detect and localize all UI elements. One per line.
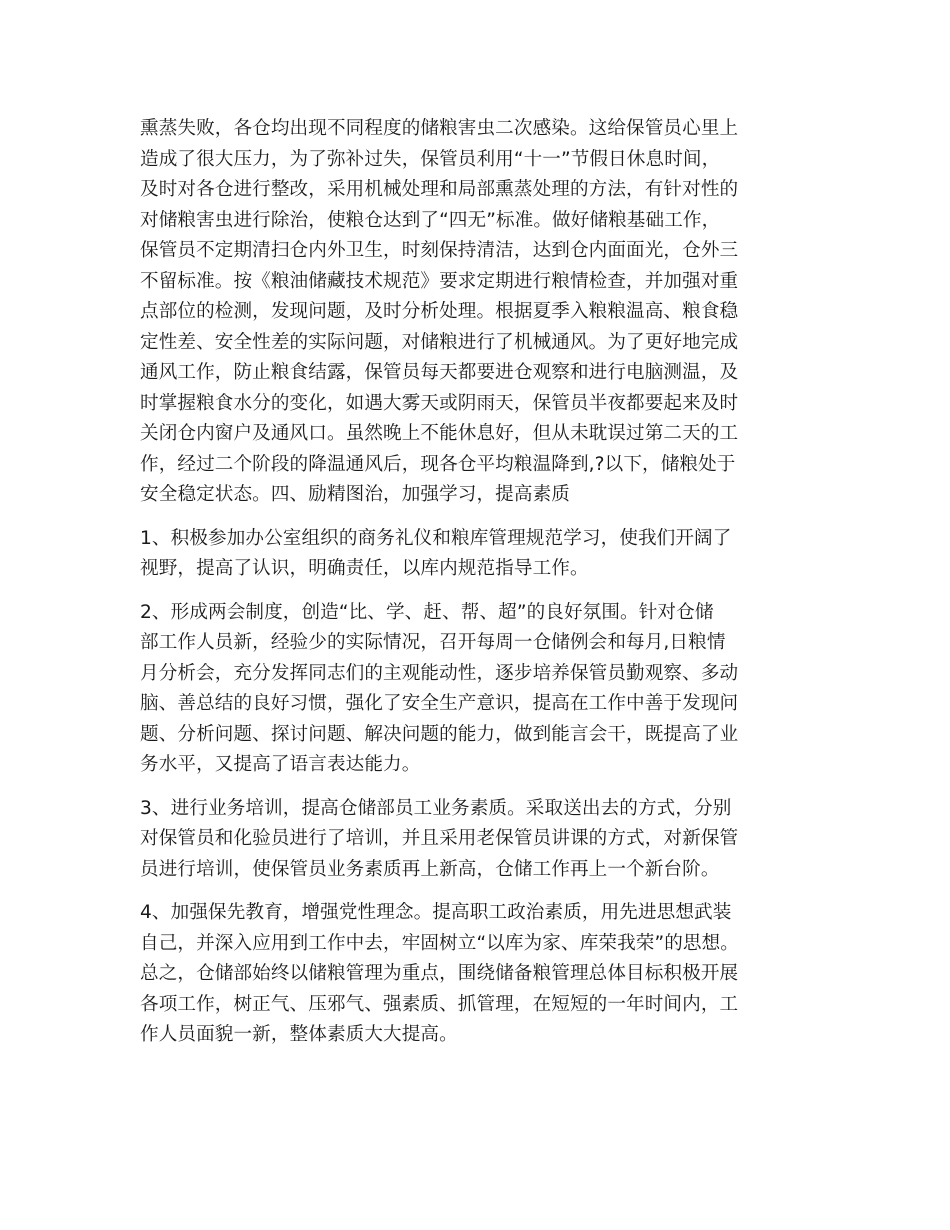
- text-line: 各项工作，树正气、压邪气、强素质、抓管理，在短短的一年时间内，工: [140, 993, 739, 1015]
- text-line: 通风工作，防止粮食结露，保管员每天都要进仓观察和进行电脑测温，及: [140, 362, 739, 383]
- text-line: 及时对各仓进行整改，采用机械处理和局部熏蒸处理的方法，有针对性的: [140, 179, 739, 200]
- text-line: 2、形成两会制度，创造“比、学、赶、帮、超”的良好氛围。针对仓储: [140, 601, 714, 623]
- text-line: 作人员面貌一新，整体素质大大提高。: [140, 1024, 458, 1045]
- paragraph-item-3: [140, 794, 812, 886]
- paragraph-grain-storage: [140, 114, 812, 511]
- text-line: 部工作人员新，经验少的实际情况，召开每周一仓储例会和每月,日粮情: [140, 632, 726, 653]
- text-line: 时掌握粮食水分的变化，如遇大雾天或阴雨天，保管员半夜都要起来及时: [140, 392, 739, 414]
- text-line: 关闭仓内窗户及通风口。虽然晚上不能休息好，但从未耽误过第二天的工: [140, 423, 739, 444]
- paragraph-item-2: [140, 598, 812, 781]
- text-line: 熏蒸失败，各仓均出现不同程度的储粮害虫二次感染。这给保管员心里上: [140, 118, 739, 139]
- document-body: [140, 114, 812, 1064]
- paragraph-item-4: [140, 898, 812, 1051]
- paragraph-item-1: [140, 524, 812, 585]
- text-line: 作，经过二个阶段的降温通风后，现各仓平均粮温降到,?以下，储粮处于: [140, 453, 736, 475]
- text-line: 4、加强保先教育，增强党性理念。提高职工政治素质，用先进思想武装: [140, 902, 732, 923]
- text-line: 定性差、安全性差的实际问题，对储粮进行了机械通风。为了更好地完成: [140, 331, 739, 353]
- text-line: 月分析会，充分发挥同志们的主观能动性，逐步培养保管员勤观察、多动: [140, 662, 739, 684]
- text-line: 造成了很大压力，为了弥补过失，保管员利用“十一”节假日休息时间，: [140, 148, 721, 170]
- text-line: 视野，提高了认识，明确责任，以库内规范指导工作。: [140, 558, 589, 579]
- text-line: 保管员不定期清扫仓内外卫生，时刻保持清洁，达到仓内面面光，仓外三: [140, 240, 739, 261]
- text-line: 总之，仓储部始终以储粮管理为重点，围绕储备粮管理总体目标积极开展: [140, 963, 739, 984]
- text-line: 自己，并深入应用到工作中去，牢固树立“以库为家、库荣我荣”的思想。: [140, 932, 739, 954]
- text-line: 点部位的检测，发现问题，及时分析处理。根据夏季入粮粮温高、粮食稳: [140, 301, 739, 322]
- text-line: 不留标准。按《粮油储藏技术规范》要求定期进行粮情检查，并加强对重: [140, 270, 739, 292]
- text-line: 安全稳定状态。四、励精图治，加强学习，提高素质: [140, 484, 570, 505]
- text-line: 脑、善总结的良好习惯，强化了安全生产意识，提高在工作中善于发现问: [140, 693, 739, 714]
- text-line: 员进行培训，使保管员业务素质再上新高，仓储工作再上一个新台阶。: [140, 858, 720, 880]
- text-line: 务水平，又提高了语言表达能力。: [140, 754, 421, 775]
- text-line: 对保管员和化验员进行了培训，并且采用老保管员讲课的方式，对新保管: [140, 828, 739, 849]
- text-line: 对储粮害虫进行除治，使粮仓达到了“四无”标准。做好储粮基础工作，: [140, 209, 721, 231]
- text-line: 题、分析问题、探讨问题、解决问题的能力，做到能言会干，既提高了业: [140, 723, 739, 745]
- text-line: 1、积极参加办公室组织的商务礼仪和粮库管理规范学习，使我们开阔了: [140, 527, 732, 549]
- text-line: 3、进行业务培训，提高仓储部员工业务素质。采取送出去的方式，分别: [140, 797, 732, 819]
